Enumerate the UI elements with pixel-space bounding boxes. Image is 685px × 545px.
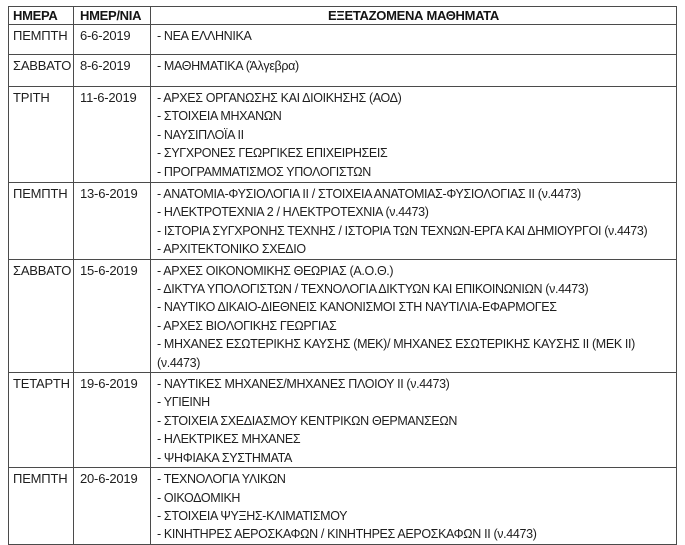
subject-line: - ΨΗΦΙΑΚΑ ΣΥΣΤΗΜΑΤΑ [157, 450, 293, 465]
subjects-cell [151, 87, 677, 183]
date-cell: 8-6-2019 [74, 55, 151, 87]
day-cell: ΤΡΙΤΗ [9, 87, 74, 183]
column-header-day: ΗΜΕΡΑ [9, 7, 74, 25]
subject-line: - ΣΤΟΙΧΕΙΑ ΜΗΧΑΝΩΝ [157, 109, 282, 124]
table-row [9, 468, 677, 545]
day-cell: ΤΕΤΑΡΤΗ [9, 373, 74, 468]
date-cell: 15-6-2019 [74, 259, 151, 372]
table-row [9, 183, 677, 260]
date-cell: 19-6-2019 [74, 373, 151, 468]
table-row [9, 259, 677, 372]
table-header-row [9, 7, 677, 25]
column-header-date: ΗΜΕΡ/ΝΙΑ [74, 7, 151, 25]
date-cell: 13-6-2019 [74, 183, 151, 260]
subject-line: - ΝΑΥΤΙΚΟ ΔΙΚΑΙΟ-ΔΙΕΘΝΕΙΣ ΚΑΝΟΝΙΣΜΟΙ ΣΤΗ ΝΑΥΤΙΛΙΑ-ΕΦΑΡΜΟΓΕΣ [157, 300, 557, 315]
exam-schedule-table [8, 6, 677, 545]
subject-line: - ΙΣΤΟΡΙΑ ΣΥΓΧΡΟΝΗΣ ΤΕΧΝΗΣ / ΙΣΤΟΡΙΑ ΤΩΝ ΤΕΧΝΩΝ-ΕΡΓΑ ΚΑΙ ΔΗΜΙΟΥΡΓΟΙ (ν.4473) [157, 223, 648, 238]
subject-line: - ΑΡΧΙΤΕΚΤΟΝΙΚΟ ΣΧΕΔΙΟ [157, 242, 306, 257]
table-row [9, 373, 677, 468]
day-cell: ΠΕΜΠΤΗ [9, 468, 74, 545]
subject-line: - ΣΤΟΙΧΕΙΑ ΣΧΕΔΙΑΣΜΟΥ ΚΕΝΤΡΙΚΩΝ ΘΕΡΜΑΝΣΕΩΝ [157, 413, 458, 428]
subject-line: - ΑΡΧΕΣ ΒΙΟΛΟΓΙΚΗΣ ΓΕΩΡΓΙΑΣ [157, 318, 337, 333]
subjects-cell [151, 468, 677, 545]
subjects-cell [151, 373, 677, 468]
subject-line: - ΗΛΕΚΤΡΙΚΕΣ ΜΗΧΑΝΕΣ [157, 432, 301, 447]
day-cell: ΣΑΒΒΑΤΟ [9, 55, 74, 87]
subject-line: - ΑΡΧΕΣ ΟΙΚΟΝΟΜΙΚΗΣ ΘΕΩΡΙΑΣ (Α.Ο.Θ.) [157, 263, 394, 278]
subject-line: - ΝΑΥΤΙΚΕΣ ΜΗΧΑΝΕΣ/ΜΗΧΑΝΕΣ ΠΛΟΙΟΥ ΙΙ (ν.4473) [157, 377, 450, 392]
table-row [9, 87, 677, 183]
day-cell: ΣΑΒΒΑΤΟ [9, 259, 74, 372]
subjects-cell [151, 183, 677, 260]
subject-line: - ΔΙΚΤΥΑ ΥΠΟΛΟΓΙΣΤΩΝ / ΤΕΧΝΟΛΟΓΙΑ ΔΙΚΤΥΩΝ ΚΑΙ ΕΠΙΚΟΙΝΩΝΙΩΝ (ν.4473) [157, 282, 589, 297]
subject-line: - ΚΙΝΗΤΗΡΕΣ ΑΕΡΟΣΚΑΦΩΝ / ΚΙΝΗΤΗΡΕΣ ΑΕΡΟΣΚΑΦΩΝ ΙΙ (ν.4473) [157, 527, 537, 542]
subject-line: - ΜΑΘΗΜΑΤΙΚΑ (Άλγεβρα) [157, 59, 299, 73]
subjects-cell [151, 259, 677, 372]
subject-line: - ΤΕΧΝΟΛΟΓΙΑ ΥΛΙΚΩΝ [157, 472, 286, 487]
table-row [9, 25, 677, 55]
subject-line: - ΠΡΟΓΡΑΜΜΑΤΙΣΜΟΣ ΥΠΟΛΟΓΙΣΤΩΝ [157, 164, 371, 179]
subjects-cell [151, 25, 677, 55]
subject-line: - ΣΤΟΙΧΕΙΑ ΨΥΞΗΣ-ΚΛΙΜΑΤΙΣΜΟΥ [157, 508, 348, 523]
day-cell: ΠΕΜΠΤΗ [9, 25, 74, 55]
subject-line: - ΑΡΧΕΣ ΟΡΓΑΝΩΣΗΣ ΚΑΙ ΔΙΟΙΚΗΣΗΣ (ΑΟΔ) [157, 91, 402, 105]
subject-line: - ΝΕΑ ΕΛΛΗΝΙΚΑ [157, 29, 252, 43]
subject-line: - ΜΗΧΑΝΕΣ ΕΣΩΤΕΡΙΚΗΣ ΚΑΥΣΗΣ (ΜΕΚ)/ ΜΗΧΑΝΕΣ ΕΣΩΤΕΡΙΚΗΣ ΚΑΥΣΗΣ ΙΙ (ΜΕΚ ΙΙ) (ν.4473) [157, 337, 635, 370]
subject-line: - ΟΙΚΟΔΟΜΙΚΗ [157, 490, 241, 505]
subject-line: - ΝΑΥΣΙΠΛΟΪΑ ΙΙ [157, 127, 244, 142]
date-cell: 6-6-2019 [74, 25, 151, 55]
table-row [9, 55, 677, 87]
date-cell: 11-6-2019 [74, 87, 151, 183]
subject-line: - ΥΓΙΕΙΝΗ [157, 395, 210, 410]
column-header-subjects: ΕΞΕΤΑΖΟΜΕΝΑ ΜΑΘΗΜΑΤΑ [151, 7, 677, 25]
date-cell: 20-6-2019 [74, 468, 151, 545]
subject-line: - ΑΝΑΤΟΜΙΑ-ΦΥΣΙΟΛΟΓΙΑ ΙΙ / ΣΤΟΙΧΕΙΑ ΑΝΑΤΟΜΙΑΣ-ΦΥΣΙΟΛΟΓΙΑΣ ΙΙ (ν.4473) [157, 187, 581, 201]
subject-line: - ΗΛΕΚΤΡΟΤΕΧΝΙΑ 2 / ΗΛΕΚΤΡΟΤΕΧΝΙΑ (ν.4473) [157, 205, 429, 220]
subject-line: - ΣΥΓΧΡΟΝΕΣ ΓΕΩΡΓΙΚΕΣ ΕΠΙΧΕΙΡΗΣΕΙΣ [157, 146, 388, 161]
exam-schedule-page [0, 6, 685, 542]
subjects-cell [151, 55, 677, 87]
day-cell: ΠΕΜΠΤΗ [9, 183, 74, 260]
